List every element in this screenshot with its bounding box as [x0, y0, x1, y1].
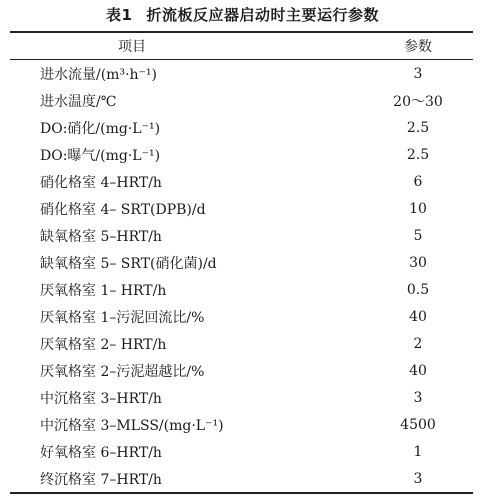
table-row — [10, 330, 473, 357]
row-value: 4500 — [400, 416, 436, 433]
table-row — [10, 168, 473, 195]
row-item: 厌氧格室 2– HRT/h — [40, 336, 167, 353]
row-item: 进水流量/(m³·h⁻¹) — [40, 66, 157, 83]
table-row — [10, 303, 473, 330]
table-row — [10, 384, 473, 411]
row-value: 2 — [413, 335, 423, 352]
row-value: 6 — [413, 173, 423, 190]
table-row — [10, 222, 473, 249]
table-row — [10, 60, 473, 88]
table-row — [10, 195, 473, 222]
table-row — [10, 465, 473, 493]
row-item: DO:硝化/(mg·L⁻¹) — [40, 120, 161, 137]
row-item: 厌氧格室 2–污泥超越比/% — [40, 363, 205, 380]
table-header-row — [10, 32, 473, 60]
row-item: 硝化格室 4– SRT(DPB)/d — [40, 201, 206, 218]
row-item: DO:曝气/(mg·L⁻¹) — [40, 147, 161, 164]
row-value: 40 — [409, 362, 427, 379]
row-value: 3 — [413, 389, 423, 406]
row-value: 20～30 — [393, 93, 443, 110]
row-value: 40 — [409, 308, 427, 325]
row-item: 终沉格室 7–HRT/h — [40, 471, 162, 488]
table-row — [10, 276, 473, 303]
row-value: 3 — [413, 65, 423, 82]
header-value: 参数 — [404, 39, 432, 55]
row-item: 厌氧格室 1– HRT/h — [40, 282, 167, 299]
row-value: 3 — [413, 470, 423, 487]
row-item: 中沉格室 3–MLSS/(mg·L⁻¹) — [40, 417, 224, 434]
table-title: 折流板反应器启动时主要运行参数 — [146, 6, 379, 24]
row-value: 10 — [409, 200, 427, 217]
row-value: 2.5 — [406, 146, 430, 163]
table-number: 表1 — [106, 6, 133, 24]
header-item: 项目 — [118, 39, 146, 55]
table-row — [10, 438, 473, 465]
row-value: 1 — [413, 443, 423, 460]
row-item: 中沉格室 3–HRT/h — [40, 390, 162, 407]
table-row — [10, 411, 473, 438]
row-value: 5 — [413, 227, 423, 244]
row-item: 进水温度/℃ — [40, 93, 117, 110]
row-item: 好氧格室 6–HRT/h — [40, 444, 162, 461]
table-row — [10, 141, 473, 168]
table-row — [10, 249, 473, 276]
row-item: 缺氧格室 5– SRT(硝化菌)/d — [40, 255, 217, 272]
row-item: 硝化格室 4–HRT/h — [40, 174, 162, 191]
row-value: 30 — [409, 254, 427, 271]
row-item: 厌氧格室 1–污泥回流比/% — [40, 309, 205, 326]
table-caption — [0, 4, 485, 25]
table-row — [10, 357, 473, 384]
parameters-table — [10, 31, 473, 494]
table-row — [10, 87, 473, 114]
row-value: 0.5 — [406, 281, 430, 298]
row-item: 缺氧格室 5–HRT/h — [40, 228, 162, 245]
row-value: 2.5 — [406, 119, 430, 136]
table-row — [10, 114, 473, 141]
